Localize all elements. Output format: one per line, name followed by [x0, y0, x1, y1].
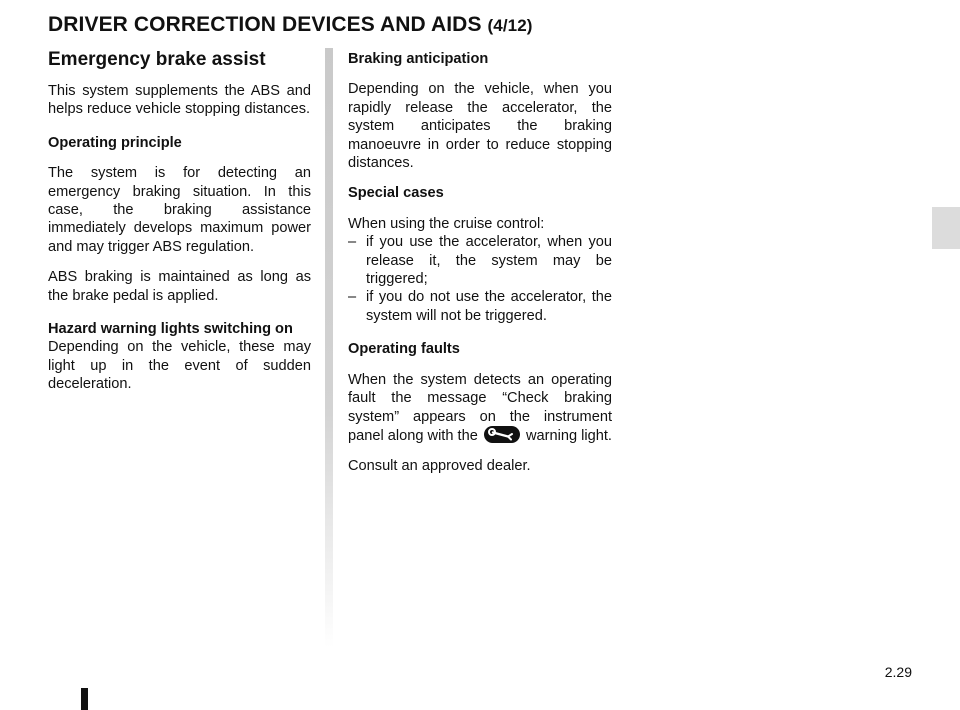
page-number: 2.29 [884, 664, 912, 680]
operating-faults-paragraph [348, 371, 612, 446]
page-title [48, 13, 533, 37]
section-title-emergency-brake-assist: Emergency brake assist [48, 49, 266, 70]
list-item: – if you use the accelerator, when you release it, the system may be triggered; [348, 234, 612, 288]
operating-faults-text-end: warning light. [525, 427, 612, 444]
intro-paragraph: This system supplements the ABS and helps reduce vehicle stopping distances. [48, 83, 311, 118]
operating-principle-paragraph-1: The system is for detecting an emergency braking situation. In this case, the braking assistance immediately develops maximum power and may trigger ABS regulation. [48, 165, 311, 255]
braking-anticipation-paragraph: Depending on the vehicle, when you rapidly release the accelerator, the system anticipates the braking manoeuvre in order to reduce stopping distances. [348, 81, 612, 172]
list-item-text: if you do not use the accelerator, the system will not be triggered. [366, 289, 612, 324]
special-cases-heading: Special cases [348, 185, 444, 202]
special-cases-intro: When using the cruise control: [348, 215, 545, 232]
section-side-tab [932, 207, 960, 249]
page-count: (4/12) [487, 16, 533, 35]
operating-principle-heading: Operating principle [48, 134, 182, 151]
column-divider [325, 48, 333, 648]
left-column [48, 48, 311, 394]
operating-faults-heading: Operating faults [348, 341, 460, 358]
right-column [348, 50, 612, 476]
braking-anticipation-heading: Braking anticipation [348, 51, 489, 67]
special-cases-list [348, 233, 612, 325]
page-title-text: DRIVER CORRECTION DEVICES AND AIDS [48, 13, 482, 36]
list-item: – if you do not use the accelerator, the system will not be triggered. [348, 289, 612, 324]
corner-mark [81, 688, 88, 710]
operating-faults-text: When the system detects an operating fault the message “Check braking system” appears on the instrument panel along with the [348, 371, 612, 444]
hazard-heading: Hazard warning lights switching on [48, 321, 293, 338]
list-item-text: if you use the accelerator, when you release it, the system may be triggered; [366, 234, 612, 288]
operating-principle-paragraph-2: ABS braking is maintained as long as the brake pedal is applied. [48, 269, 311, 304]
consult-dealer: Consult an approved dealer. [348, 458, 531, 475]
hazard-paragraph: Depending on the vehicle, these may light up in the event of sudden deceleration. [48, 339, 311, 393]
service-wrench-icon [484, 426, 520, 443]
